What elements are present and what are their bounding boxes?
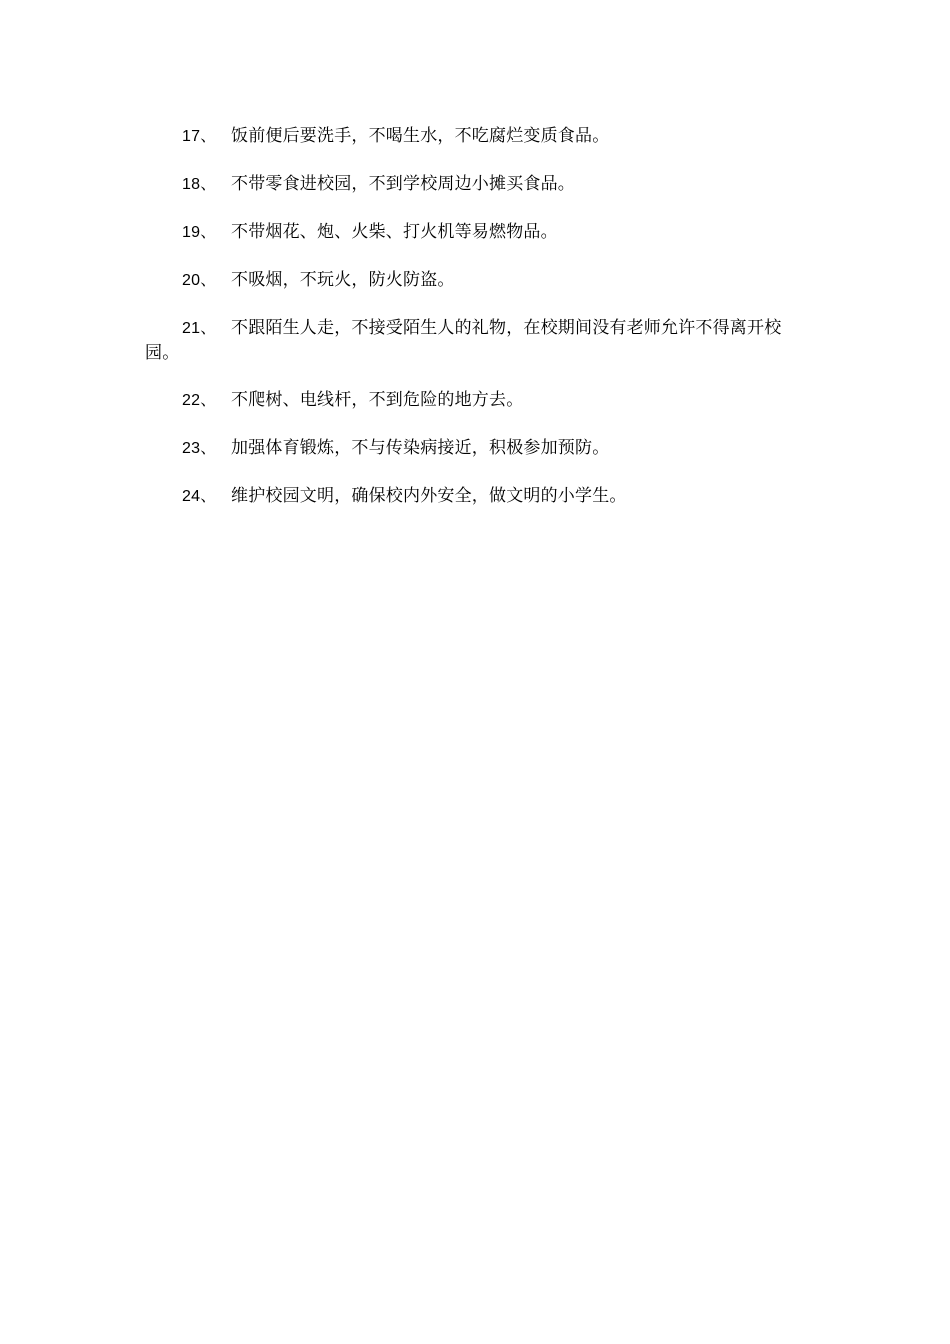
list-item [145,172,810,197]
list-item [145,124,810,149]
item-number: 22、 [182,392,217,409]
list-item [145,388,810,413]
item-text: 加强体育锻炼，不与传染病接近，积极参加预防。 [231,438,610,458]
item-text: 不爬树、电线杆，不到危险的地方去。 [231,390,524,410]
item-text: 维护校园文明，确保校内外安全，做文明的小学生。 [231,486,627,506]
item-text: 不吸烟，不玩火，防火防盗。 [231,270,455,290]
list-item [145,436,810,461]
rules-list [145,124,810,532]
item-text: 饭前便后要洗手，不喝生水，不吃腐烂变质食品。 [231,126,610,146]
item-text: 不跟陌生人走，不接受陌生人的礼物，在校期间没有老师允许不得离开校园。 [145,318,782,363]
list-item [145,268,810,293]
item-text: 不带烟花、炮、火柴、打火机等易燃物品。 [231,222,558,242]
item-text: 不带零食进校园，不到学校周边小摊买食品。 [231,174,575,194]
item-number: 19、 [182,224,217,241]
item-number: 24、 [182,488,217,505]
item-number: 20、 [182,272,217,289]
item-number: 17、 [182,128,217,145]
list-item [145,220,810,245]
item-number: 21、 [182,320,217,337]
item-number: 18、 [182,176,217,193]
list-item [145,484,810,509]
list-item [145,316,810,365]
item-number: 23、 [182,440,217,457]
